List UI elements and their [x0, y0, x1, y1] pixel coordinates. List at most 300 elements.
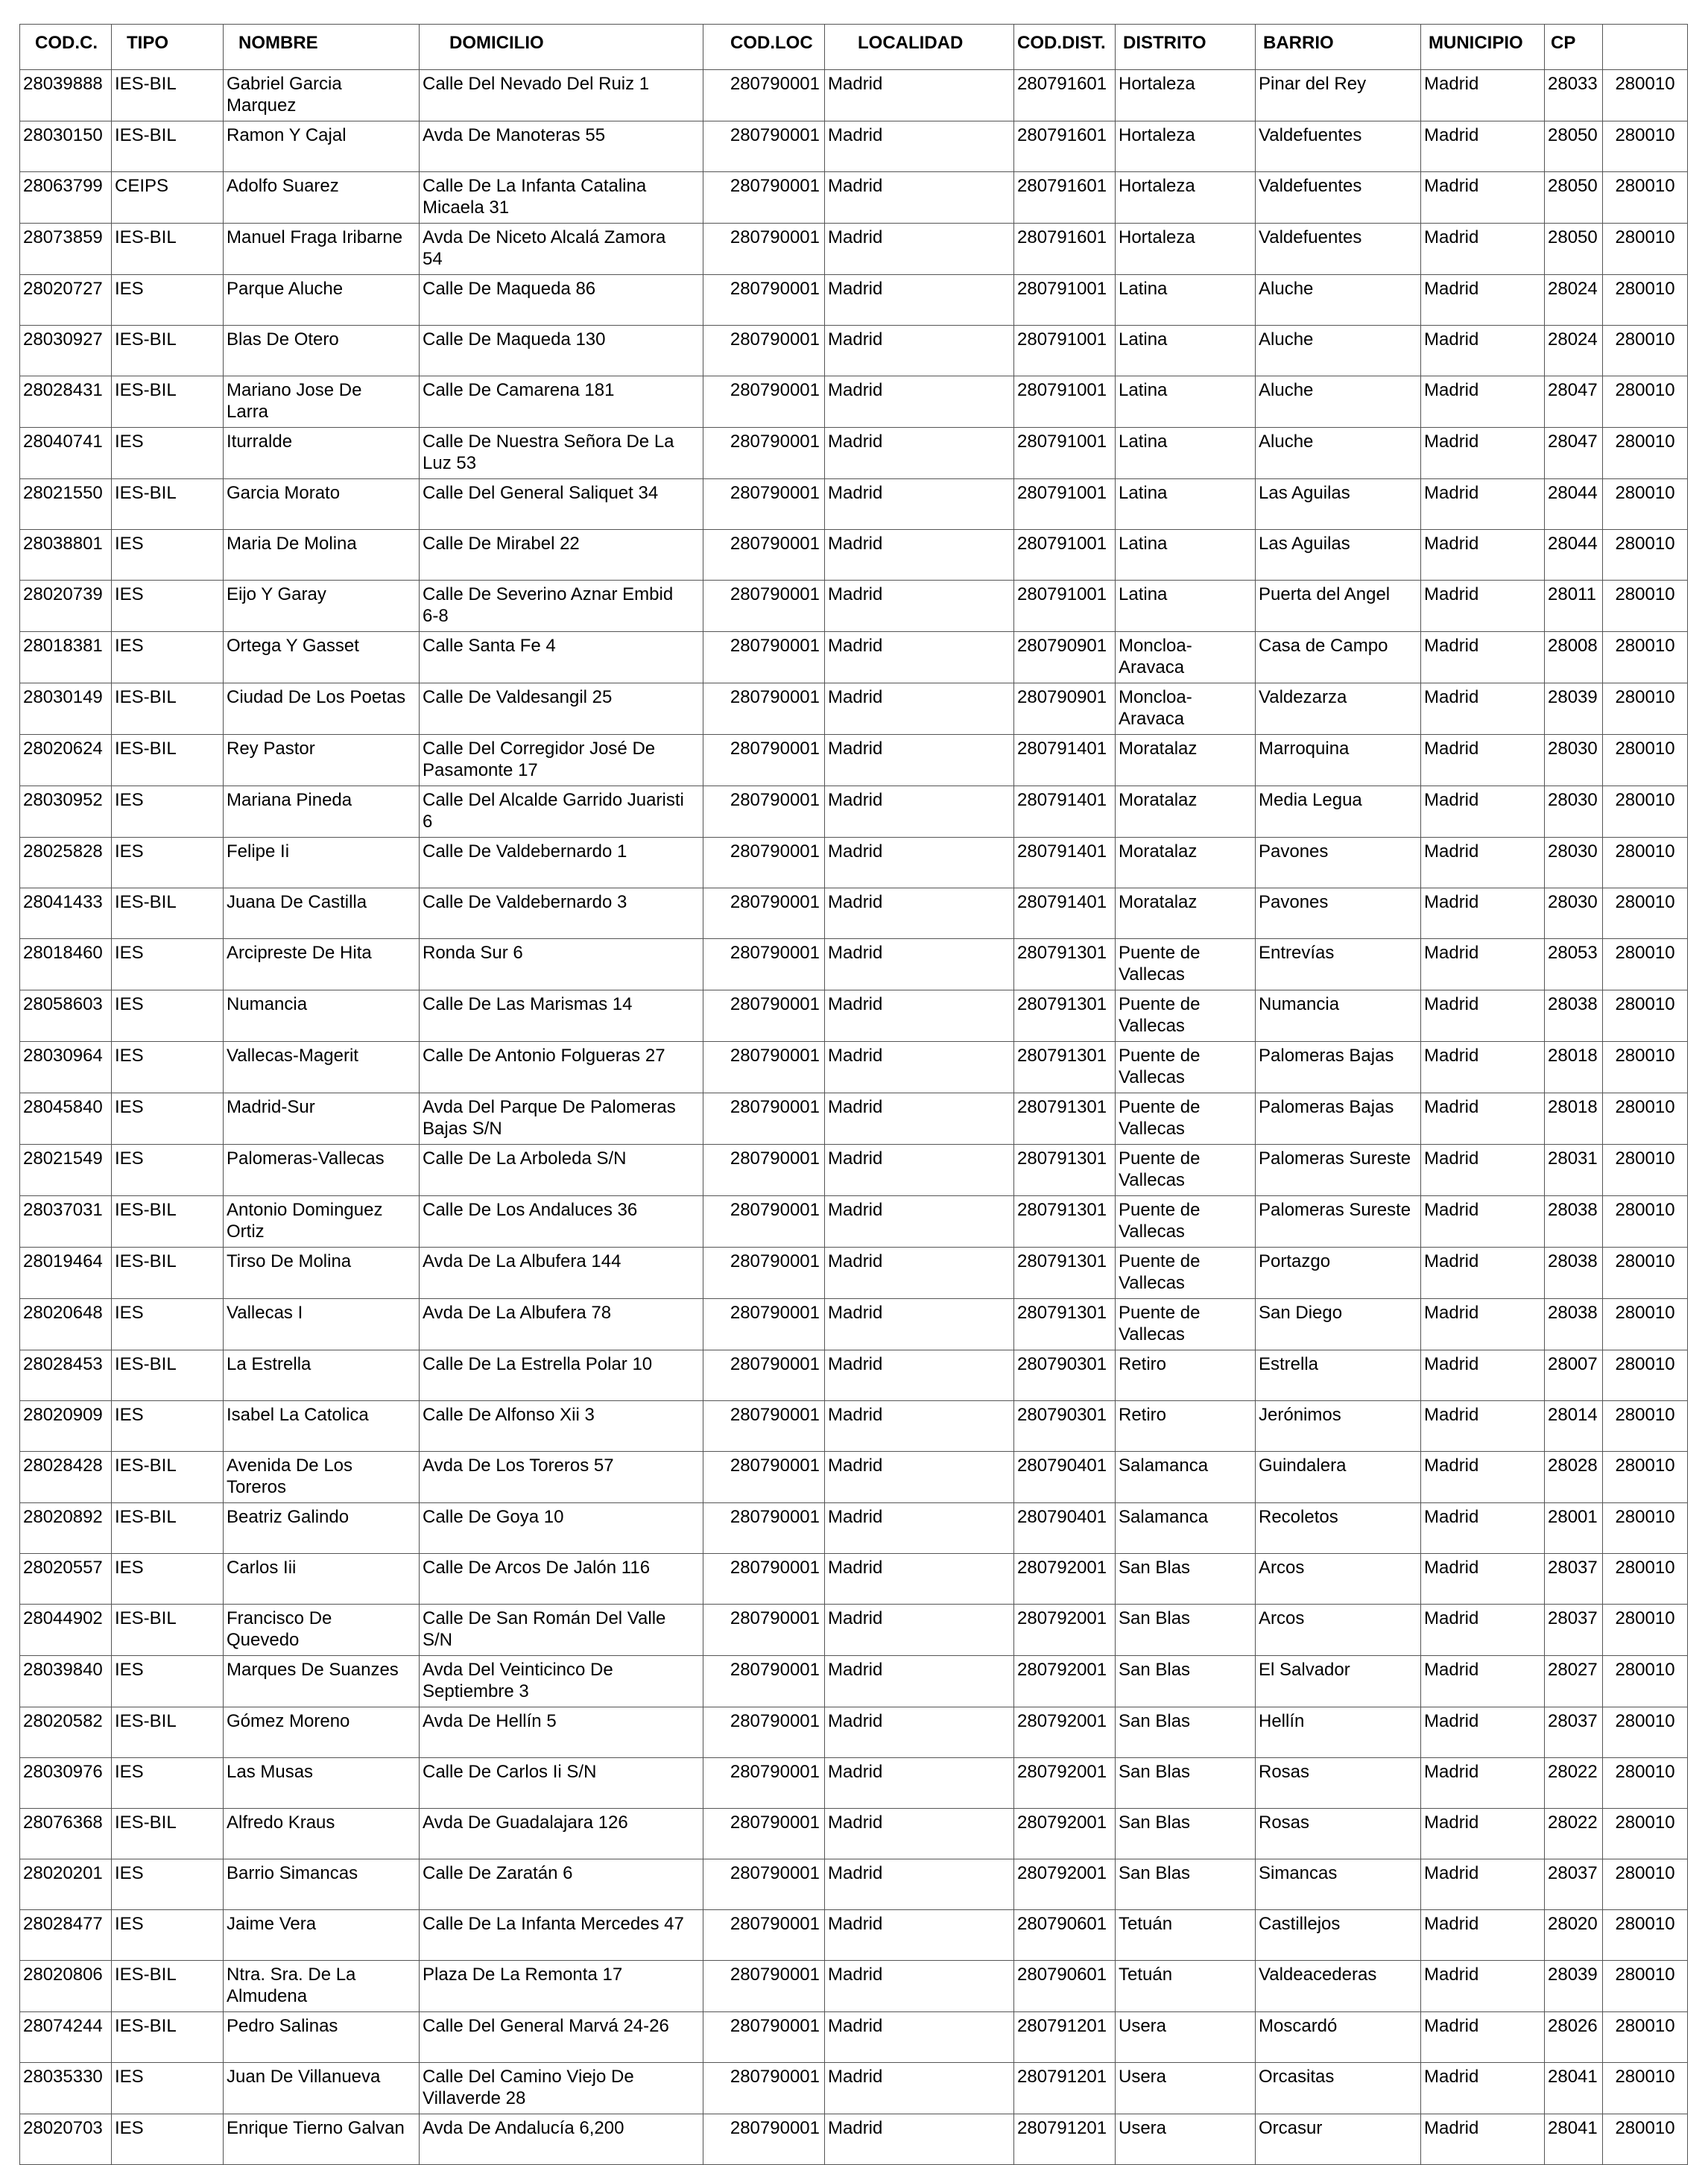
cell-localidad: Madrid [825, 1248, 1014, 1299]
cell-municipio: Madrid [1421, 326, 1545, 376]
cell-localidad: Madrid [825, 838, 1014, 888]
table-row [20, 1350, 1688, 1401]
cell-distrito: Usera [1116, 2063, 1256, 2114]
cell-cod-loc: 280790001 [703, 326, 825, 376]
cell-distrito: Latina [1116, 326, 1256, 376]
cell-cod-loc: 280790001 [703, 1809, 825, 1859]
cell-tipo: IES [112, 939, 224, 990]
cell-distrito: Salamanca [1116, 1452, 1256, 1503]
cell-cp: 28020 [1545, 1910, 1603, 1961]
col-header: MUNICIPIO [1421, 25, 1545, 70]
cell-municipio: Madrid [1421, 70, 1545, 121]
table-row [20, 1910, 1688, 1961]
table-row [20, 2063, 1688, 2114]
cell-distrito: Moncloa- Aravaca [1116, 683, 1256, 735]
cell-distrito: San Blas [1116, 1605, 1256, 1656]
cell-cod-dist: 280792001 [1014, 1758, 1116, 1809]
cell-tipo: IES [112, 2114, 224, 2165]
cell-barrio: Numancia [1256, 990, 1421, 1042]
table-row [20, 838, 1688, 888]
cell-tipo: IES-BIL [112, 1605, 224, 1656]
cell-code: 280010 [1603, 1656, 1688, 1707]
cell-code: 280010 [1603, 683, 1688, 735]
cell-cod-loc: 280790001 [703, 1350, 825, 1401]
cell-distrito: San Blas [1116, 1809, 1256, 1859]
table-row [20, 1145, 1688, 1196]
cell-cod-c: 28039840 [20, 1656, 112, 1707]
table-row [20, 683, 1688, 735]
cell-cod-loc: 280790001 [703, 1145, 825, 1196]
cell-cod-loc: 280790001 [703, 1452, 825, 1503]
cell-municipio: Madrid [1421, 1145, 1545, 1196]
cell-tipo: IES [112, 990, 224, 1042]
cell-code: 280010 [1603, 939, 1688, 990]
cell-barrio: Orcasur [1256, 2114, 1421, 2165]
cell-cp: 28030 [1545, 838, 1603, 888]
cell-barrio: Valdefuentes [1256, 121, 1421, 172]
cell-domicilio: Calle De Camarena 181 [420, 376, 703, 428]
cell-municipio: Madrid [1421, 479, 1545, 530]
cell-cod-loc: 280790001 [703, 2012, 825, 2063]
cell-tipo: IES-BIL [112, 1350, 224, 1401]
cell-cod-dist: 280791301 [1014, 990, 1116, 1042]
cell-distrito: Retiro [1116, 1401, 1256, 1452]
cell-tipo: IES-BIL [112, 479, 224, 530]
cell-cod-dist: 280791301 [1014, 1299, 1116, 1350]
cell-cp: 28038 [1545, 1196, 1603, 1248]
table-row [20, 1503, 1688, 1554]
cell-nombre: Adolfo Suarez [224, 172, 420, 224]
cell-cod-c: 28020703 [20, 2114, 112, 2165]
cell-code: 280010 [1603, 990, 1688, 1042]
cell-localidad: Madrid [825, 1554, 1014, 1605]
cell-cod-dist: 280791201 [1014, 2012, 1116, 2063]
cell-nombre: Antonio Dominguez Ortiz [224, 1196, 420, 1248]
cell-domicilio: Calle De Alfonso Xii 3 [420, 1401, 703, 1452]
cell-localidad: Madrid [825, 1350, 1014, 1401]
cell-code: 280010 [1603, 1401, 1688, 1452]
cell-cp: 28030 [1545, 786, 1603, 838]
table-row [20, 172, 1688, 224]
cell-domicilio: Avda Del Veinticinco De Septiembre 3 [420, 1656, 703, 1707]
cell-cp: 28039 [1545, 1961, 1603, 2012]
cell-municipio: Madrid [1421, 1248, 1545, 1299]
cell-cod-loc: 280790001 [703, 1605, 825, 1656]
cell-cp: 28038 [1545, 1248, 1603, 1299]
cell-distrito: Puente de Vallecas [1116, 990, 1256, 1042]
cell-domicilio: Calle Del Alcalde Garrido Juaristi 6 [420, 786, 703, 838]
cell-cod-dist: 280791401 [1014, 786, 1116, 838]
cell-domicilio: Calle De La Infanta Catalina Micaela 31 [420, 172, 703, 224]
cell-localidad: Madrid [825, 1961, 1014, 2012]
cell-municipio: Madrid [1421, 1961, 1545, 2012]
table-row [20, 1605, 1688, 1656]
cell-code: 280010 [1603, 1859, 1688, 1910]
cell-barrio: Moscardó [1256, 2012, 1421, 2063]
cell-nombre: Alfredo Kraus [224, 1809, 420, 1859]
cell-localidad: Madrid [825, 632, 1014, 683]
cell-tipo: IES-BIL [112, 1707, 224, 1758]
cell-code: 280010 [1603, 1758, 1688, 1809]
cell-cp: 28022 [1545, 1809, 1603, 1859]
cell-cod-loc: 280790001 [703, 888, 825, 939]
cell-distrito: Retiro [1116, 1350, 1256, 1401]
cell-distrito: Moratalaz [1116, 888, 1256, 939]
cell-distrito: Puente de Vallecas [1116, 1145, 1256, 1196]
cell-cp: 28050 [1545, 224, 1603, 275]
cell-code: 280010 [1603, 581, 1688, 632]
cell-barrio: Puerta del Angel [1256, 581, 1421, 632]
cell-nombre: Parque Aluche [224, 275, 420, 326]
table-row [20, 1656, 1688, 1707]
cell-nombre: Palomeras-Vallecas [224, 1145, 420, 1196]
table-row [20, 1248, 1688, 1299]
cell-distrito: San Blas [1116, 1656, 1256, 1707]
cell-distrito: Puente de Vallecas [1116, 1042, 1256, 1093]
cell-nombre: Ntra. Sra. De La Almudena [224, 1961, 420, 2012]
cell-localidad: Madrid [825, 1910, 1014, 1961]
cell-municipio: Madrid [1421, 1401, 1545, 1452]
cell-barrio: Valdezarza [1256, 683, 1421, 735]
cell-municipio: Madrid [1421, 1452, 1545, 1503]
cell-distrito: San Blas [1116, 1758, 1256, 1809]
cell-tipo: IES [112, 838, 224, 888]
cell-distrito: Hortaleza [1116, 121, 1256, 172]
cell-tipo: IES [112, 1554, 224, 1605]
cell-cod-loc: 280790001 [703, 1196, 825, 1248]
cell-cod-c: 28021549 [20, 1145, 112, 1196]
cell-cod-loc: 280790001 [703, 1401, 825, 1452]
cell-municipio: Madrid [1421, 2063, 1545, 2114]
cell-localidad: Madrid [825, 1452, 1014, 1503]
cell-municipio: Madrid [1421, 1554, 1545, 1605]
cell-cod-c: 28018381 [20, 632, 112, 683]
cell-cod-loc: 280790001 [703, 1758, 825, 1809]
cell-code: 280010 [1603, 1093, 1688, 1145]
cell-municipio: Madrid [1421, 121, 1545, 172]
cell-municipio: Madrid [1421, 581, 1545, 632]
cell-cp: 28037 [1545, 1707, 1603, 1758]
cell-domicilio: Avda De Niceto Alcalá Zamora 54 [420, 224, 703, 275]
cell-code: 280010 [1603, 786, 1688, 838]
cell-code: 280010 [1603, 2063, 1688, 2114]
cell-code: 280010 [1603, 1452, 1688, 1503]
cell-distrito: San Blas [1116, 1554, 1256, 1605]
cell-localidad: Madrid [825, 1401, 1014, 1452]
cell-cp: 28050 [1545, 172, 1603, 224]
cell-code: 280010 [1603, 1503, 1688, 1554]
cell-tipo: IES-BIL [112, 735, 224, 786]
cell-municipio: Madrid [1421, 1758, 1545, 1809]
cell-cod-dist: 280790401 [1014, 1452, 1116, 1503]
cell-code: 280010 [1603, 479, 1688, 530]
cell-municipio: Madrid [1421, 1910, 1545, 1961]
cell-localidad: Madrid [825, 428, 1014, 479]
cell-barrio: Jerónimos [1256, 1401, 1421, 1452]
cell-domicilio: Calle Del General Marvá 24-26 [420, 2012, 703, 2063]
cell-domicilio: Avda Del Parque De Palomeras Bajas S/N [420, 1093, 703, 1145]
cell-localidad: Madrid [825, 1707, 1014, 1758]
cell-code: 280010 [1603, 1809, 1688, 1859]
cell-barrio: Portazgo [1256, 1248, 1421, 1299]
cell-cp: 28047 [1545, 376, 1603, 428]
cell-nombre: Garcia Morato [224, 479, 420, 530]
cell-barrio: Palomeras Sureste [1256, 1145, 1421, 1196]
cell-localidad: Madrid [825, 376, 1014, 428]
cell-localidad: Madrid [825, 1042, 1014, 1093]
cell-nombre: Iturralde [224, 428, 420, 479]
cell-cp: 28041 [1545, 2114, 1603, 2165]
table-row [20, 1452, 1688, 1503]
cell-localidad: Madrid [825, 326, 1014, 376]
cell-cod-loc: 280790001 [703, 1910, 825, 1961]
cell-cod-dist: 280791401 [1014, 838, 1116, 888]
cell-domicilio: Avda De La Albufera 78 [420, 1299, 703, 1350]
cell-cod-dist: 280791601 [1014, 70, 1116, 121]
cell-domicilio: Calle De Carlos Ii S/N [420, 1758, 703, 1809]
cell-cp: 28011 [1545, 581, 1603, 632]
cell-distrito: Puente de Vallecas [1116, 1299, 1256, 1350]
cell-domicilio: Calle De Goya 10 [420, 1503, 703, 1554]
cell-code: 280010 [1603, 2012, 1688, 2063]
cell-code: 280010 [1603, 888, 1688, 939]
table-row [20, 1401, 1688, 1452]
cell-tipo: IES [112, 1401, 224, 1452]
cell-domicilio: Avda De Hellín 5 [420, 1707, 703, 1758]
cell-distrito: Moratalaz [1116, 735, 1256, 786]
cell-localidad: Madrid [825, 990, 1014, 1042]
cell-cp: 28024 [1545, 275, 1603, 326]
cell-cod-c: 28019464 [20, 1248, 112, 1299]
cell-municipio: Madrid [1421, 990, 1545, 1042]
cell-cod-c: 28028477 [20, 1910, 112, 1961]
cell-cod-c: 28020201 [20, 1859, 112, 1910]
cell-cp: 28038 [1545, 990, 1603, 1042]
cell-municipio: Madrid [1421, 428, 1545, 479]
cell-domicilio: Calle De Antonio Folgueras 27 [420, 1042, 703, 1093]
cell-municipio: Madrid [1421, 735, 1545, 786]
cell-localidad: Madrid [825, 683, 1014, 735]
cell-code: 280010 [1603, 2114, 1688, 2165]
cell-municipio: Madrid [1421, 1350, 1545, 1401]
cell-code: 280010 [1603, 1299, 1688, 1350]
cell-cod-loc: 280790001 [703, 479, 825, 530]
cell-code: 280010 [1603, 428, 1688, 479]
cell-distrito: Latina [1116, 428, 1256, 479]
table-row [20, 1554, 1688, 1605]
cell-cod-loc: 280790001 [703, 683, 825, 735]
table-row [20, 1299, 1688, 1350]
cell-tipo: IES-BIL [112, 888, 224, 939]
cell-cod-dist: 280792001 [1014, 1859, 1116, 1910]
table-row [20, 581, 1688, 632]
cell-cp: 28030 [1545, 735, 1603, 786]
cell-barrio: Valdefuentes [1256, 224, 1421, 275]
cell-distrito: Latina [1116, 479, 1256, 530]
cell-code: 280010 [1603, 1196, 1688, 1248]
cell-barrio: Aluche [1256, 326, 1421, 376]
cell-cod-dist: 280791201 [1014, 2063, 1116, 2114]
cell-nombre: Felipe Ii [224, 838, 420, 888]
cell-domicilio: Calle De Valdebernardo 3 [420, 888, 703, 939]
cell-cod-loc: 280790001 [703, 1503, 825, 1554]
cell-cp: 28037 [1545, 1554, 1603, 1605]
cell-cod-loc: 280790001 [703, 1859, 825, 1910]
cell-tipo: IES [112, 1656, 224, 1707]
cell-cod-loc: 280790001 [703, 70, 825, 121]
cell-municipio: Madrid [1421, 888, 1545, 939]
col-header: TIPO [112, 25, 224, 70]
cell-municipio: Madrid [1421, 1503, 1545, 1554]
cell-barrio: Valdefuentes [1256, 172, 1421, 224]
cell-localidad: Madrid [825, 1145, 1014, 1196]
cell-cod-dist: 280792001 [1014, 1605, 1116, 1656]
table-row [20, 939, 1688, 990]
cell-domicilio: Calle De Los Andaluces 36 [420, 1196, 703, 1248]
cell-cod-loc: 280790001 [703, 1656, 825, 1707]
cell-tipo: IES [112, 1042, 224, 1093]
col-header [1603, 25, 1688, 70]
cell-nombre: Eijo Y Garay [224, 581, 420, 632]
table-row [20, 990, 1688, 1042]
cell-cod-c: 28074244 [20, 2012, 112, 2063]
cell-municipio: Madrid [1421, 1093, 1545, 1145]
cell-distrito: Hortaleza [1116, 224, 1256, 275]
col-header: DISTRITO [1116, 25, 1256, 70]
cell-nombre: Ramon Y Cajal [224, 121, 420, 172]
cell-tipo: IES [112, 786, 224, 838]
cell-cod-dist: 280790601 [1014, 1961, 1116, 2012]
cell-cod-loc: 280790001 [703, 428, 825, 479]
cell-nombre: Gabriel Garcia Marquez [224, 70, 420, 121]
cell-cp: 28018 [1545, 1042, 1603, 1093]
cell-cod-loc: 280790001 [703, 530, 825, 581]
cell-nombre: Gómez Moreno [224, 1707, 420, 1758]
cell-cp: 28044 [1545, 530, 1603, 581]
cell-cod-loc: 280790001 [703, 939, 825, 990]
col-header: COD.DIST. [1014, 25, 1116, 70]
cell-localidad: Madrid [825, 1605, 1014, 1656]
cell-code: 280010 [1603, 376, 1688, 428]
cell-cod-dist: 280790301 [1014, 1401, 1116, 1452]
cell-code: 280010 [1603, 632, 1688, 683]
table-row [20, 786, 1688, 838]
cell-cod-loc: 280790001 [703, 1554, 825, 1605]
cell-cp: 28022 [1545, 1758, 1603, 1809]
cell-nombre: Madrid-Sur [224, 1093, 420, 1145]
cell-cod-c: 28039888 [20, 70, 112, 121]
cell-cod-c: 28058603 [20, 990, 112, 1042]
cell-domicilio: Calle Del General Saliquet 34 [420, 479, 703, 530]
cell-domicilio: Calle De Severino Aznar Embid 6-8 [420, 581, 703, 632]
cell-cod-dist: 280790901 [1014, 632, 1116, 683]
cell-localidad: Madrid [825, 1093, 1014, 1145]
cell-cod-loc: 280790001 [703, 1707, 825, 1758]
cell-barrio: Media Legua [1256, 786, 1421, 838]
cell-localidad: Madrid [825, 1503, 1014, 1554]
cell-nombre: Mariana Pineda [224, 786, 420, 838]
cell-cp: 28037 [1545, 1859, 1603, 1910]
cell-barrio: Aluche [1256, 376, 1421, 428]
table-row [20, 735, 1688, 786]
cell-domicilio: Calle Del Corregidor José De Pasamonte 17 [420, 735, 703, 786]
cell-cod-c: 28020806 [20, 1961, 112, 2012]
cell-code: 280010 [1603, 326, 1688, 376]
cell-cp: 28038 [1545, 1299, 1603, 1350]
cell-cod-c: 28040741 [20, 428, 112, 479]
cell-cod-c: 28020582 [20, 1707, 112, 1758]
cell-cp: 28027 [1545, 1656, 1603, 1707]
cell-distrito: Puente de Vallecas [1116, 1093, 1256, 1145]
cell-cp: 28039 [1545, 683, 1603, 735]
cell-cod-dist: 280791301 [1014, 1042, 1116, 1093]
cell-tipo: IES-BIL [112, 70, 224, 121]
cell-municipio: Madrid [1421, 786, 1545, 838]
cell-domicilio: Calle De Las Marismas 14 [420, 990, 703, 1042]
cell-code: 280010 [1603, 1707, 1688, 1758]
cell-cod-loc: 280790001 [703, 581, 825, 632]
cell-code: 280010 [1603, 1605, 1688, 1656]
cell-municipio: Madrid [1421, 1859, 1545, 1910]
table-row [20, 479, 1688, 530]
cell-cp: 28031 [1545, 1145, 1603, 1196]
cell-cod-c: 28021550 [20, 479, 112, 530]
cell-cod-dist: 280791001 [1014, 581, 1116, 632]
col-header: COD.C. [20, 25, 112, 70]
cell-cp: 28030 [1545, 888, 1603, 939]
cell-localidad: Madrid [825, 786, 1014, 838]
cell-domicilio: Calle De Arcos De Jalón 116 [420, 1554, 703, 1605]
cell-nombre: Francisco De Quevedo [224, 1605, 420, 1656]
cell-cp: 28028 [1545, 1452, 1603, 1503]
cell-cod-c: 28020557 [20, 1554, 112, 1605]
cell-domicilio: Ronda Sur 6 [420, 939, 703, 990]
table-row [20, 1093, 1688, 1145]
table-row [20, 1809, 1688, 1859]
cell-tipo: IES-BIL [112, 1248, 224, 1299]
document-sheet [19, 24, 1687, 2165]
cell-localidad: Madrid [825, 581, 1014, 632]
cell-barrio: Hellín [1256, 1707, 1421, 1758]
cell-nombre: Pedro Salinas [224, 2012, 420, 2063]
cell-municipio: Madrid [1421, 683, 1545, 735]
cell-code: 280010 [1603, 838, 1688, 888]
cell-cod-c: 28028428 [20, 1452, 112, 1503]
cell-code: 280010 [1603, 530, 1688, 581]
cell-tipo: IES-BIL [112, 326, 224, 376]
cell-localidad: Madrid [825, 1809, 1014, 1859]
cell-domicilio: Calle De La Estrella Polar 10 [420, 1350, 703, 1401]
table-row [20, 2114, 1688, 2165]
cell-cod-loc: 280790001 [703, 990, 825, 1042]
cell-code: 280010 [1603, 224, 1688, 275]
cell-cod-dist: 280791001 [1014, 428, 1116, 479]
cell-barrio: Arcos [1256, 1554, 1421, 1605]
cell-cp: 28026 [1545, 2012, 1603, 2063]
cell-cod-c: 28028453 [20, 1350, 112, 1401]
cell-cod-dist: 280790601 [1014, 1910, 1116, 1961]
cell-distrito: Latina [1116, 581, 1256, 632]
table-row [20, 428, 1688, 479]
cell-code: 280010 [1603, 1910, 1688, 1961]
cell-domicilio: Avda De Andalucía 6,200 [420, 2114, 703, 2165]
cell-cod-loc: 280790001 [703, 2114, 825, 2165]
cell-municipio: Madrid [1421, 1809, 1545, 1859]
cell-barrio: Aluche [1256, 275, 1421, 326]
cell-distrito: Hortaleza [1116, 172, 1256, 224]
table-row [20, 1196, 1688, 1248]
cell-cp: 28008 [1545, 632, 1603, 683]
